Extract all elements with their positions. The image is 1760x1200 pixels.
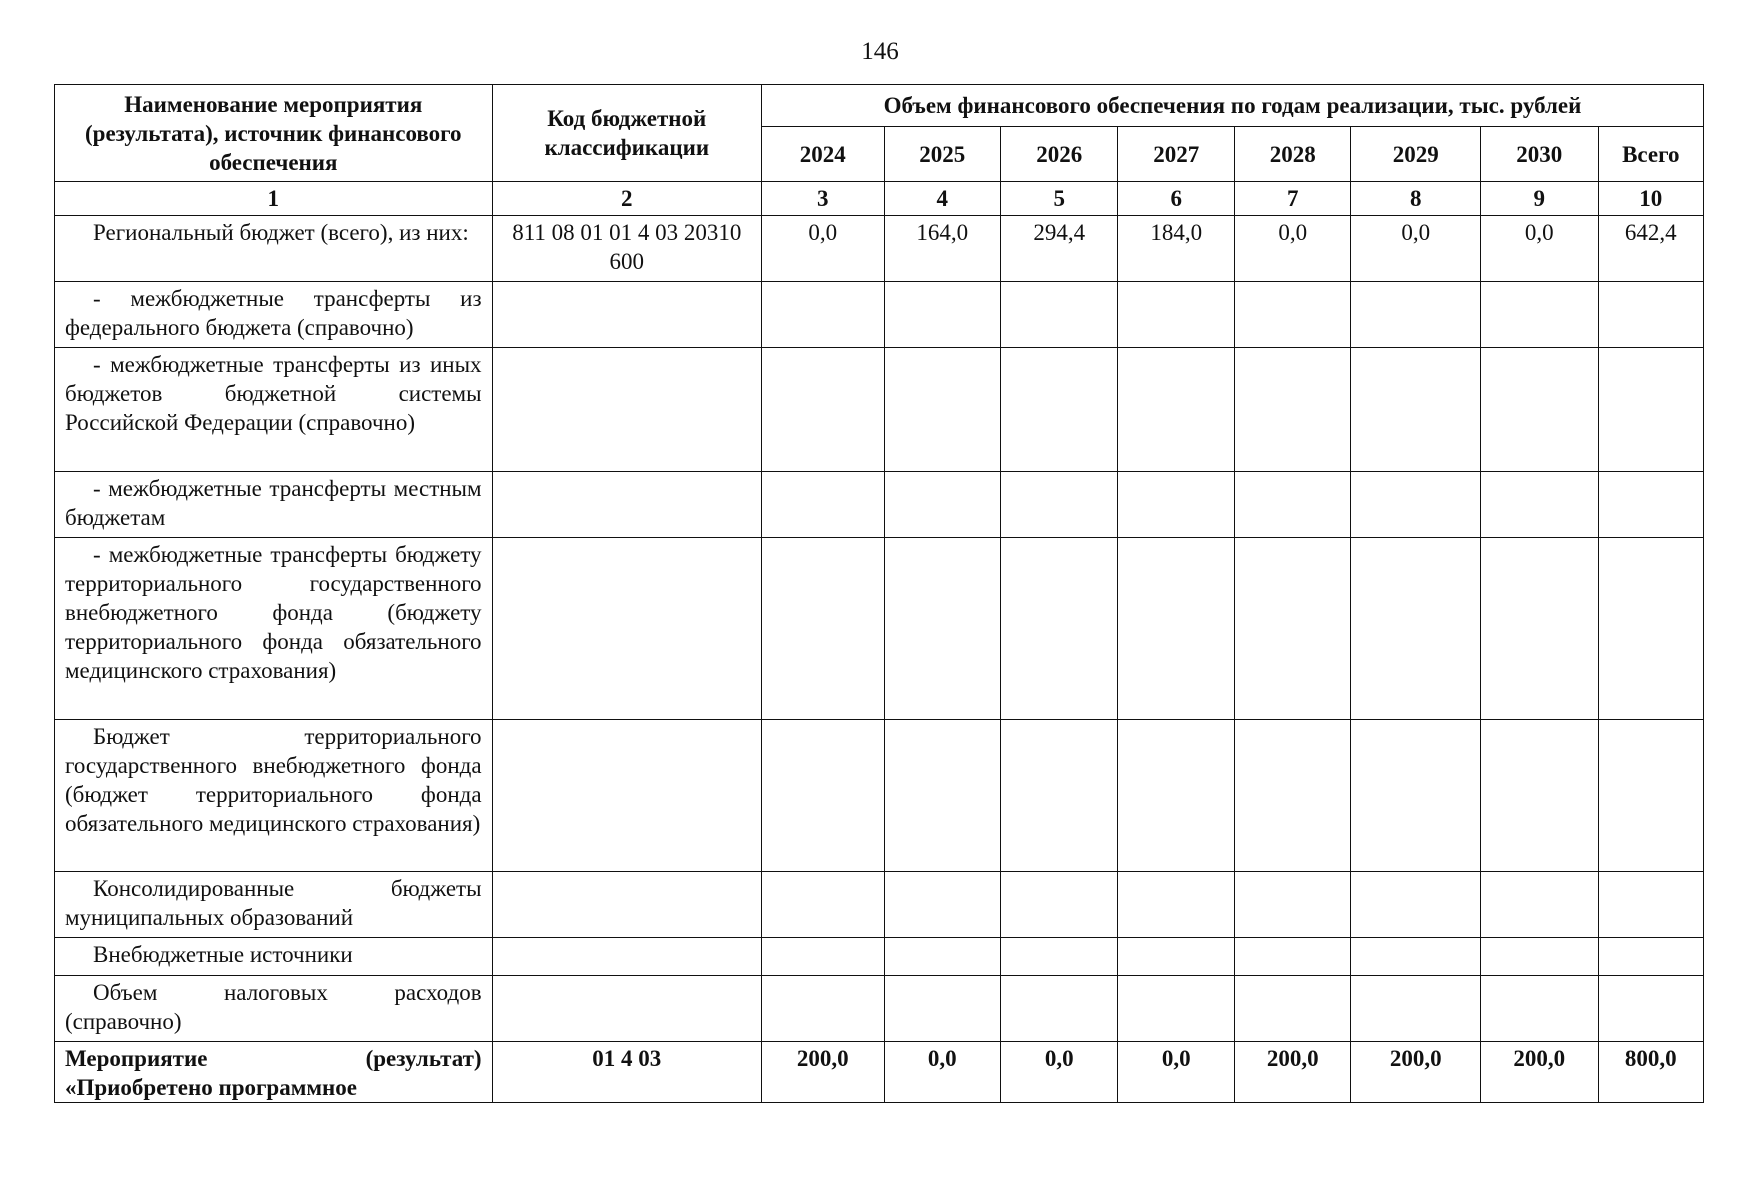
column-index: 5 <box>1001 182 1118 216</box>
table-row <box>55 872 1704 938</box>
header-code: Код бюджетной классификации <box>492 85 761 182</box>
row-value: 200,0 <box>1481 1042 1598 1103</box>
row-value <box>761 538 884 720</box>
row-value <box>1351 720 1481 872</box>
row-value <box>1234 872 1350 938</box>
row-value <box>884 976 1000 1042</box>
row-value <box>1234 348 1350 472</box>
row-value <box>1481 538 1598 720</box>
row-value <box>1234 538 1350 720</box>
row-value <box>1481 348 1598 472</box>
row-value <box>1351 348 1481 472</box>
column-index: 2 <box>492 182 761 216</box>
table-row <box>55 216 1704 282</box>
row-name: - межбюджетные трансферты из иных бюджетов бюджетной системы Российской Федерации (справочно) <box>55 348 493 472</box>
row-value <box>1001 872 1118 938</box>
row-value <box>1234 282 1350 348</box>
row-value <box>1234 472 1350 538</box>
header-year: 2026 <box>1001 127 1118 182</box>
row-value <box>1001 976 1118 1042</box>
column-index: 6 <box>1118 182 1234 216</box>
row-value <box>1234 938 1350 976</box>
row-name: Консолидированные бюджеты муниципальных образований <box>55 872 493 938</box>
row-value <box>1598 872 1703 938</box>
header-year: 2025 <box>884 127 1000 182</box>
row-code: 01 4 03 <box>492 1042 761 1103</box>
row-name: - межбюджетные трансферты бюджету территориального государственного внебюджетного фонда (бюджету территориального фонда обязательного медицинского страхования) <box>55 538 493 720</box>
row-value <box>884 720 1000 872</box>
row-value <box>1001 538 1118 720</box>
row-value <box>761 872 884 938</box>
row-value <box>1351 938 1481 976</box>
row-value <box>761 282 884 348</box>
row-value <box>1001 472 1118 538</box>
row-code <box>492 976 761 1042</box>
row-value <box>1481 938 1598 976</box>
row-value <box>1001 282 1118 348</box>
row-value <box>1234 720 1350 872</box>
table-row <box>55 720 1704 872</box>
row-value <box>1351 976 1481 1042</box>
row-value: 0,0 <box>761 216 884 282</box>
row-value <box>1481 282 1598 348</box>
header-year: 2027 <box>1118 127 1234 182</box>
row-value <box>761 348 884 472</box>
row-value <box>1598 538 1703 720</box>
row-value <box>1118 282 1234 348</box>
row-value: 0,0 <box>1234 216 1350 282</box>
table-row <box>55 348 1704 472</box>
row-value <box>1118 872 1234 938</box>
column-index: 3 <box>761 182 884 216</box>
row-value <box>1598 976 1703 1042</box>
row-value <box>1118 938 1234 976</box>
row-value <box>1001 348 1118 472</box>
column-index-row <box>55 182 1704 216</box>
row-value <box>1351 538 1481 720</box>
row-name: Бюджет территориального государственного внебюджетного фонда (бюджет территориального фонда обязательного медицинского страхования) <box>55 720 493 872</box>
row-value: 800,0 <box>1598 1042 1703 1103</box>
column-index: 8 <box>1351 182 1481 216</box>
row-code <box>492 538 761 720</box>
row-value <box>1351 282 1481 348</box>
row-value <box>1118 348 1234 472</box>
row-value <box>761 938 884 976</box>
row-code: 811 08 01 01 4 03 20310 600 <box>492 216 761 282</box>
row-name: Внебюджетные источники <box>55 938 493 976</box>
row-value <box>1118 720 1234 872</box>
row-value <box>1598 720 1703 872</box>
row-name: - межбюджетные трансферты местным бюджетам <box>55 472 493 538</box>
column-index: 9 <box>1481 182 1598 216</box>
row-value <box>1118 976 1234 1042</box>
table-row <box>55 282 1704 348</box>
row-value <box>1001 938 1118 976</box>
row-name: Объем налоговых расходов (справочно) <box>55 976 493 1042</box>
row-name: Мероприятие (результат) «Приобретено программное <box>55 1042 493 1103</box>
table-row <box>55 538 1704 720</box>
row-name: Региональный бюджет (всего), из них: <box>55 216 493 282</box>
row-value <box>884 538 1000 720</box>
header-volume: Объем финансового обеспечения по годам реализации, тыс. рублей <box>761 85 1703 127</box>
column-index: 4 <box>884 182 1000 216</box>
row-value <box>1481 976 1598 1042</box>
row-value: 0,0 <box>884 1042 1000 1103</box>
row-name: - межбюджетные трансферты из федерального бюджета (справочно) <box>55 282 493 348</box>
row-value <box>761 976 884 1042</box>
row-value <box>1118 538 1234 720</box>
row-value: 200,0 <box>761 1042 884 1103</box>
row-value <box>884 872 1000 938</box>
header-year: 2029 <box>1351 127 1481 182</box>
budget-table <box>54 84 1704 1103</box>
row-value <box>1118 472 1234 538</box>
row-value <box>884 938 1000 976</box>
column-index: 10 <box>1598 182 1703 216</box>
header-year: 2028 <box>1234 127 1350 182</box>
row-value: 0,0 <box>1351 216 1481 282</box>
header-name: Наименование мероприятия (результата), источник финансового обеспечения <box>55 85 493 182</box>
row-value <box>1598 472 1703 538</box>
row-code <box>492 472 761 538</box>
column-index: 7 <box>1234 182 1350 216</box>
row-value: 0,0 <box>1001 1042 1118 1103</box>
row-value <box>1234 976 1350 1042</box>
page-number: 146 <box>861 38 899 65</box>
table-row <box>55 938 1704 976</box>
row-code <box>492 348 761 472</box>
row-value <box>884 282 1000 348</box>
row-value <box>761 720 884 872</box>
row-value <box>1001 720 1118 872</box>
row-value <box>761 472 884 538</box>
column-index: 1 <box>55 182 493 216</box>
row-code <box>492 938 761 976</box>
row-value <box>1481 872 1598 938</box>
row-value <box>1481 720 1598 872</box>
header-total: Всего <box>1598 127 1703 182</box>
row-value: 294,4 <box>1001 216 1118 282</box>
table-row <box>55 472 1704 538</box>
row-value: 642,4 <box>1598 216 1703 282</box>
row-value <box>1481 472 1598 538</box>
table-row-event <box>55 1042 1704 1103</box>
row-value: 0,0 <box>1481 216 1598 282</box>
row-value <box>1598 282 1703 348</box>
row-value: 0,0 <box>1118 1042 1234 1103</box>
header-year: 2024 <box>761 127 884 182</box>
header-year: 2030 <box>1481 127 1598 182</box>
row-value <box>1351 872 1481 938</box>
row-code <box>492 282 761 348</box>
row-value <box>1351 472 1481 538</box>
row-value: 164,0 <box>884 216 1000 282</box>
row-code <box>492 872 761 938</box>
row-value <box>1598 938 1703 976</box>
row-code <box>492 720 761 872</box>
table-row <box>55 976 1704 1042</box>
row-value <box>1598 348 1703 472</box>
row-value <box>884 472 1000 538</box>
row-value: 200,0 <box>1234 1042 1350 1103</box>
row-value <box>884 348 1000 472</box>
row-value: 184,0 <box>1118 216 1234 282</box>
row-value: 200,0 <box>1351 1042 1481 1103</box>
